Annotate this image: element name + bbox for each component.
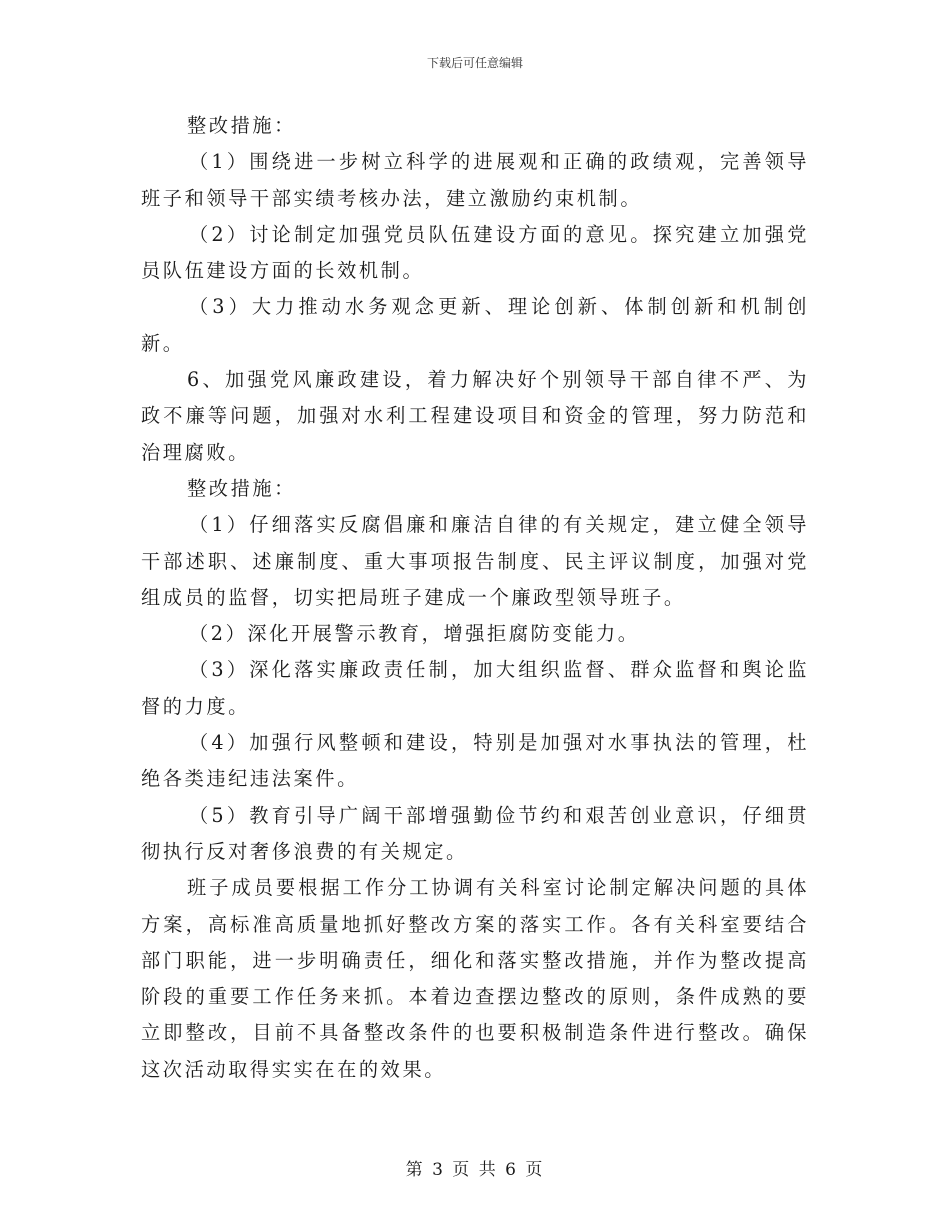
page-header: 下载后可任意编辑	[426, 56, 523, 70]
section-heading-rectification: 整改措施：	[187, 476, 296, 500]
closing-paragraph: 班子成员要根据工作分工协调有关科室讨论制定解决问题的具体方案，高标准高质量地抓好整改方案的落实工作。各有关科室要结合部门职能，进一步明确责任，细化和落实整改措施，并作为整改提高阶段的重要工作任务来抓。本着边查摆边整改的原则，条件成熟的要立即整改，目前不具备整改条件的也要积极制造条件进行整改。确保这次活动取得实实在在的效果。	[141, 876, 809, 1081]
list-item: （5）教育引导广阔干部增强勤俭节约和艰苦创业意识，仔细贯彻执行反对奢侈浪费的有关规定。	[141, 803, 809, 863]
section-heading-rectification: 整改措施：	[187, 114, 296, 137]
list-item: （4）加强行风整顿和建设，特别是加强对水事执法的管理，杜绝各类违纪违法案件。	[141, 731, 809, 791]
document-body	[141, 108, 809, 1088]
list-item: （1）仔细落实反腐倡廉和廉洁自律的有关规定，建立健全领导干部述职、述廉制度、重大事项报告制度、民主评议制度，加强对党组成员的监督，切实把局班子建成一个廉政型领导班子。	[141, 513, 809, 609]
list-item: （2）深化开展警示教育，增强拒腐防变能力。	[189, 622, 640, 646]
list-item: （3）深化落实廉政责任制，加大组织监督、群众监督和舆论监督的力度。	[141, 658, 809, 718]
list-item: （1）围绕进一步树立科学的进展观和正确的政绩观，完善领导班子和领导干部实绩考核办法，建立激励约束机制。	[141, 150, 809, 210]
list-item: （3）大力推动水务观念更新、理论创新、体制创新和机制创新。	[141, 295, 809, 355]
list-item: （2）讨论制定加强党员队伍建设方面的意见。探究建立加强党员队伍建设方面的长效机制。	[141, 222, 809, 283]
section-point-6: 6、加强党风廉政建设，着力解决好个别领导干部自律不严、为政不廉等问题，加强对水利工程建设项目和资金的管理，努力防范和治理腐败。	[141, 368, 809, 464]
page-number: 第 3 页 共 6 页	[405, 1160, 545, 1180]
